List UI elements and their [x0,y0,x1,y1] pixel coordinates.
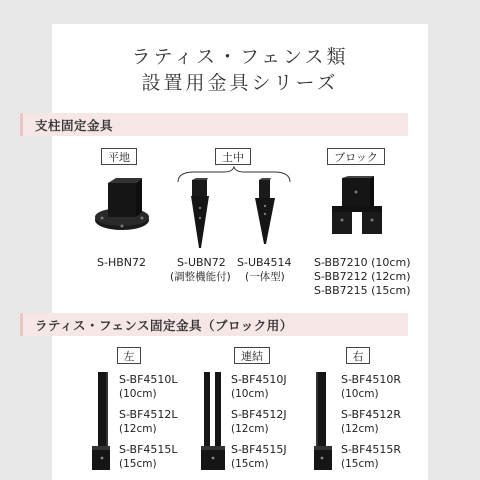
model-left-2-size: (12cm) [119,423,157,435]
model-block-3: S-BB7215 (15cm) [314,284,411,297]
page-title-line2: 設置用金具シリーズ [141,72,339,94]
ground-spike-integrated-image [253,178,277,250]
section-heading-label: ラティス・フェンス固定金具（ブロック用） [35,318,293,333]
model-join-2-size: (12cm) [231,423,269,435]
model-right-1-size: (10cm) [341,388,379,400]
model-block-1: S-BB7210 (10cm) [314,256,411,269]
model-join-2: S-BF4512J [231,408,287,421]
model-right-1: S-BF4510R [341,373,402,386]
fence-bracket-left-image [92,372,114,472]
model-join-3: S-BF4515J [231,443,287,456]
model-soil-b: S-UB4514 [237,256,292,269]
model-right-3-size: (15cm) [341,458,379,470]
model-left-3: S-BF4515L [119,443,178,456]
model-join-1-size: (10cm) [231,388,269,400]
model-left-3-size: (15cm) [119,458,157,470]
block-bracket-image [330,176,384,238]
fence-bracket-right-image [312,372,334,472]
model-right-2-size: (12cm) [341,423,379,435]
tag-flat: 平地 [101,148,137,165]
model-join-1: S-BF4510J [231,373,287,386]
section-heading-label: 支柱固定金具 [35,118,114,133]
model-left-1-size: (10cm) [119,388,157,400]
model-join-3-size: (15cm) [231,458,269,470]
model-soil-a: S-UBN72 [177,256,226,269]
fence-bracket-joint-image [200,372,226,472]
model-soil-a-note: (調整機能付) [170,271,231,283]
tag-soil: 土中 [215,148,251,165]
model-flat: S-HBN72 [97,256,146,269]
tag-right: 右 [346,347,370,364]
tag-block: ブロック [327,148,385,165]
model-left-2: S-BF4512L [119,408,178,421]
model-soil-b-note: (一体型) [245,271,285,283]
tag-join: 連結 [234,347,270,364]
model-block-2: S-BB7212 (12cm) [314,270,411,283]
model-right-2: S-BF4512R [341,408,402,421]
section-heading-post-brackets [20,113,408,136]
section-heading-fence-brackets [20,313,408,336]
flat-base-bracket-image [94,178,150,238]
model-right-3: S-BF4515R [341,443,402,456]
tag-left: 左 [117,347,141,364]
model-left-1: S-BF4510L [119,373,178,386]
page-title-line1: ラティス・フェンス類 [131,46,349,68]
ground-spike-adjustable-image [188,178,212,250]
